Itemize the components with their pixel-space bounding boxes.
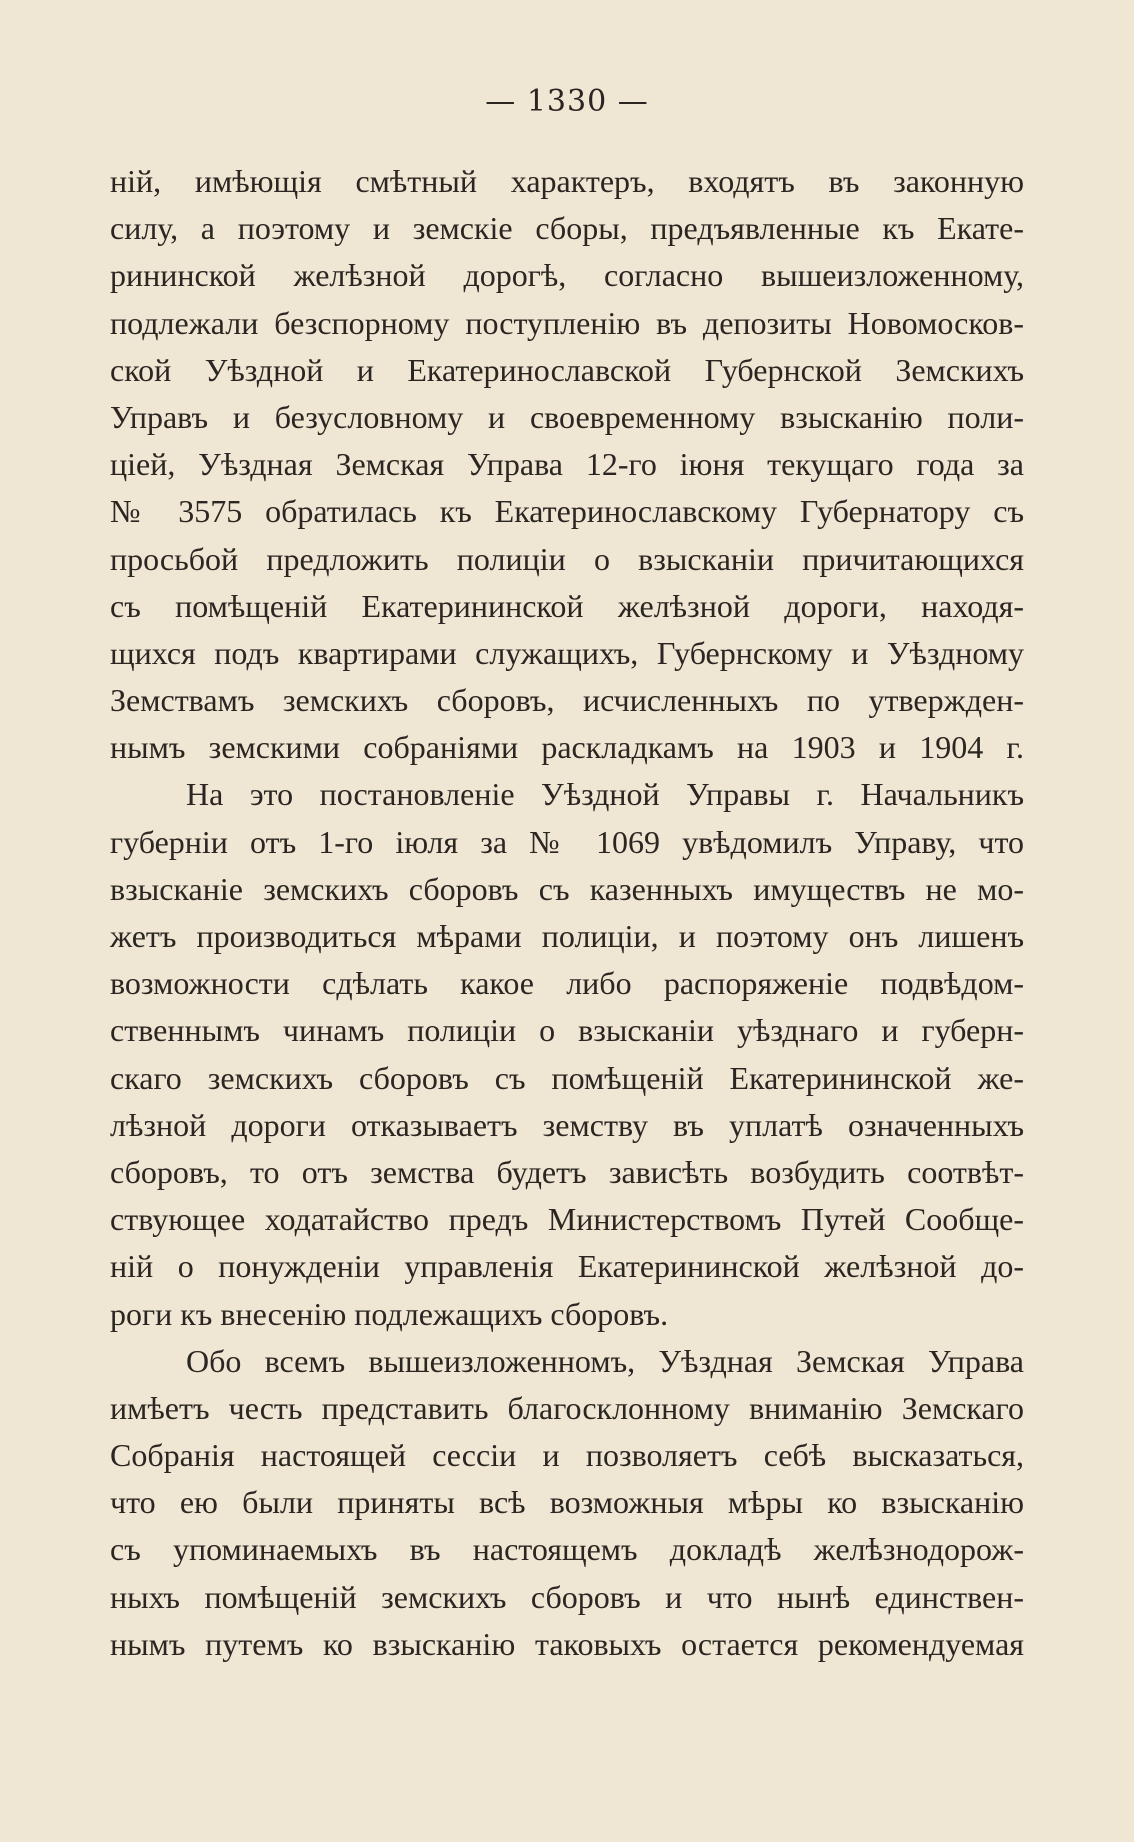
text-line: ской Уѣздной и Екатеринославской Губернской Земскихъ [110,351,1024,388]
text-line: ціей, Уѣздная Земская Управа 12-го іюня текущаго года за [110,446,1024,483]
text-line: ствующее ходатайство предъ Министерствомъ Путей Сообще- [110,1201,1024,1238]
text-line: щихся подъ квартирами служащихъ, Губернскому и Уѣздному [110,634,1024,671]
page-number: — 1330 — [485,84,649,119]
text-line: имѣетъ честь представить благосклонному вниманію Земскаго [110,1389,1024,1426]
text-line: сборовъ, то отъ земства будетъ зависѣть возбудить соотвѣт- [110,1153,1024,1190]
paragraph [110,771,1024,1337]
text-line: лѣзной дороги отказываетъ земству въ уплатѣ означенныхъ [110,1106,1024,1143]
text-line: съ упоминаемыхъ въ настоящемъ докладѣ желѣзнодорож- [110,1531,1024,1568]
text-line: № 3575 обратилась къ Екатеринославскому Губернатору съ [110,493,1024,530]
text-line: съ помѣщеній Екатерининской желѣзной дороги, находя- [110,587,1024,624]
text-line: подлежали безспорному поступленію въ депозиты Новомосков- [110,304,1024,341]
text-line: Управъ и безусловному и своевременному взысканію поли- [110,398,1024,435]
text-line: жетъ производиться мѣрами полиціи, и поэтому онъ лишенъ [110,918,1024,954]
text-line: Земствамъ земскихъ сборовъ, исчисленныхъ по утвержден- [110,682,1024,719]
text-line: что ею были приняты всѣ возможныя мѣры ко взысканію [110,1484,1024,1521]
text-line: На это постановленіе Уѣздной Управы г. Начальникъ [186,776,1024,813]
text-line: ственнымъ чинамъ полиціи о взысканіи уѣзднаго и губерн- [110,1012,1024,1049]
text-line: нымъ земскими собраніями раскладкамъ на 1903 и 1904 г. [110,729,1024,766]
body-text [110,158,1024,1668]
text-line: Обо всемъ вышеизложенномъ, Уѣздная Земская Управа [186,1342,1024,1379]
text-line: взысканіе земскихъ сборовъ съ казенныхъ имуществъ не мо- [110,870,1024,907]
paragraph [110,158,1024,771]
text-line: губерніи отъ 1-го іюля за № 1069 увѣдомилъ Управу, что [110,823,1024,860]
text-line: силу, а поэтому и земскіе сборы, предъявленные къ Екате- [110,210,1024,247]
text-line: возможности сдѣлать какое либо распоряженіе подвѣдом- [110,965,1024,1002]
text-line: рининской желѣзной дорогѣ, согласно вышеизложенному, [110,257,1024,294]
paragraph [110,1338,1024,1668]
text-line: ныхъ помѣщеній земскихъ сборовъ и что нынѣ единствен- [110,1578,1024,1615]
text-line: скаго земскихъ сборовъ съ помѣщеній Екатерининской же- [110,1059,1024,1096]
text-line: просьбой предложить полиціи о взысканіи причитающихся [110,540,1024,577]
text-line: Собранія настоящей сессіи и позволяетъ себѣ высказаться, [110,1437,1024,1474]
text-line: нымъ путемъ ко взысканію таковыхъ остается рекомендуемая [110,1625,1024,1662]
text-line: ній, имѣющія смѣтный характеръ, входятъ въ законную [110,163,1024,199]
text-line: ній о понужденіи управленія Екатерининской желѣзной до- [110,1248,1024,1285]
text-line: роги къ внесенію подлежащихъ сборовъ. [110,1295,669,1332]
